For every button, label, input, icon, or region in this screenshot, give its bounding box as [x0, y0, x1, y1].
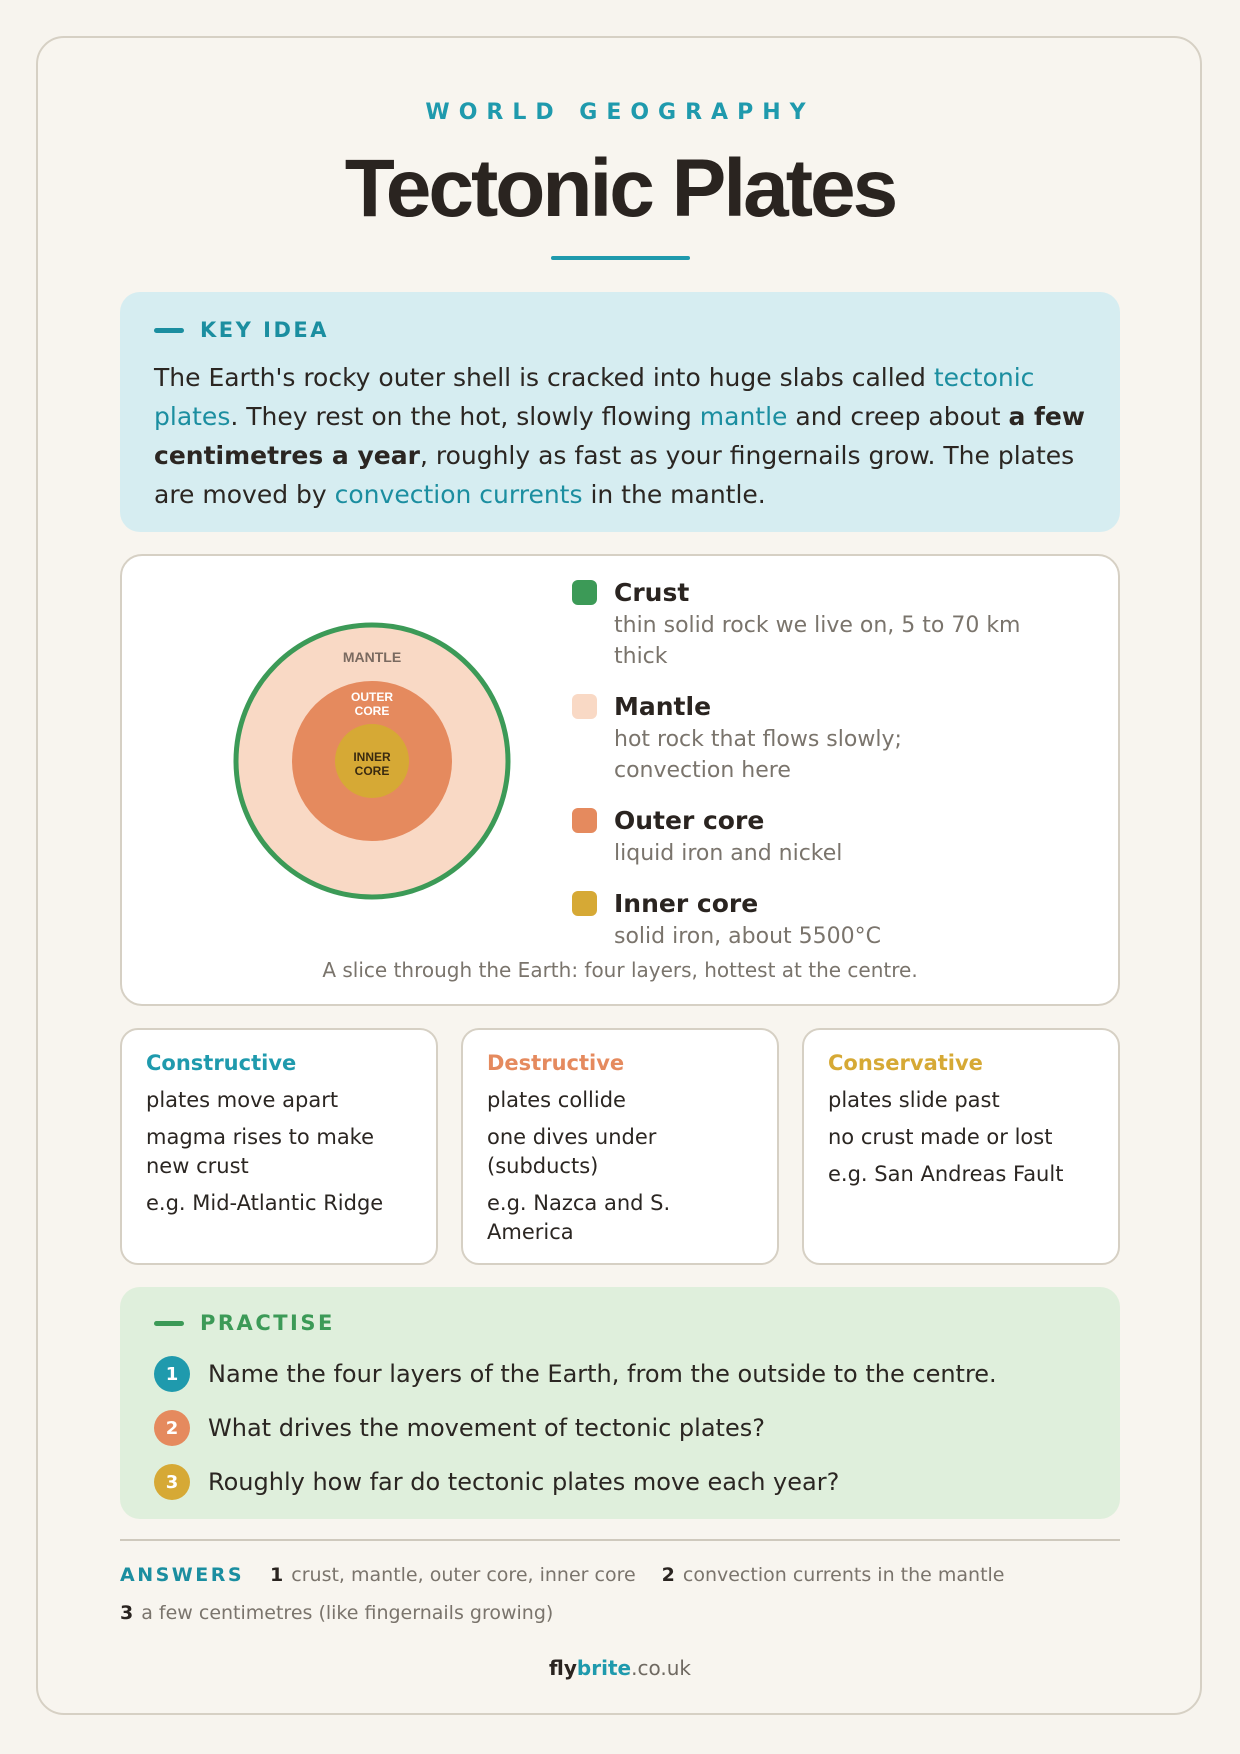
question-2	[154, 1409, 1086, 1447]
plate-boundaries	[120, 1028, 1120, 1265]
boundary-card-destructive	[461, 1028, 779, 1265]
outer-core-label-2: CORE	[354, 704, 390, 718]
brand-name-part-1: fly	[549, 1656, 577, 1680]
legend-item-crust	[572, 576, 1092, 672]
legend-item-outer-core	[572, 804, 1092, 869]
boundary-line: magma rises to make new crust	[146, 1125, 375, 1178]
boundary-card-conservative	[802, 1028, 1120, 1265]
key-idea-segment: . They rest on the hot, slowly flowing	[230, 402, 700, 431]
question-number-badge: 1	[154, 1356, 190, 1392]
key-idea-segment: in the mantle.	[582, 480, 766, 509]
answer-text: crust, mantle, outer core, inner core	[291, 1564, 636, 1586]
outer-core-label-1: OUTER	[351, 690, 393, 704]
key-idea-segment: tectonic plates	[154, 363, 1035, 431]
boundary-line: plates collide	[487, 1088, 626, 1112]
question-text: Name the four layers of the Earth, from the outside to the centre.	[208, 1360, 997, 1388]
legend-desc: thin solid rock we live on, 5 to 70 km thick	[614, 613, 1021, 669]
legend-desc: hot rock that flows slowly; convection here	[614, 727, 902, 783]
brand-footer	[0, 1656, 1240, 1680]
question-number-badge: 3	[154, 1464, 190, 1500]
question-text: Roughly how far do tectonic plates move each year?	[208, 1468, 840, 1496]
answers-label: ANSWERS	[120, 1564, 245, 1586]
subject-kicker: WORLD GEOGRAPHY	[425, 100, 815, 125]
boundary-line: e.g. Nazca and S. America	[487, 1191, 671, 1244]
key-idea-segment: , roughly as fast as your fingernails grow. The plates are moved by	[154, 441, 1075, 509]
answers-divider	[120, 1539, 1120, 1541]
answer-number: 1	[270, 1564, 284, 1586]
boundary-line: plates slide past	[828, 1088, 1000, 1112]
heading-dash	[154, 328, 184, 333]
key-idea-segment: mantle	[699, 402, 788, 431]
key-idea-segment: The Earth's rocky outer shell is cracked into huge slabs called	[154, 363, 934, 392]
legend-item-mantle	[572, 690, 1092, 786]
boundary-line: e.g. San Andreas Fault	[828, 1162, 1064, 1186]
key-idea-segment: convection currents	[334, 480, 583, 509]
mantle-swatch	[572, 694, 597, 719]
answer-text: a few centimetres (like fingernails growing)	[141, 1602, 554, 1624]
boundary-line: plates move apart	[146, 1088, 339, 1112]
question-1	[154, 1355, 1086, 1393]
legend-desc: liquid iron and nickel	[614, 841, 843, 866]
answer-number: 2	[661, 1564, 675, 1586]
boundary-title: Constructive	[146, 1051, 297, 1075]
title-underline	[551, 256, 690, 260]
brand-domain: .co.uk	[631, 1656, 691, 1680]
outer-core-swatch	[572, 808, 597, 833]
earth-layers-panel	[120, 554, 1120, 1006]
brand-name-part-2: brite	[576, 1656, 632, 1680]
key-idea-panel	[120, 292, 1120, 532]
boundary-title: Conservative	[828, 1051, 983, 1075]
boundary-title: Destructive	[487, 1051, 625, 1075]
boundary-card-constructive	[120, 1028, 438, 1265]
answers-section	[120, 1556, 1120, 1632]
key-idea-text	[154, 358, 1086, 514]
key-idea-label: KEY IDEA	[200, 318, 329, 342]
answer-1	[270, 1564, 636, 1586]
boundary-line: no crust made or lost	[828, 1125, 1053, 1149]
inner-core-swatch	[572, 891, 597, 916]
answer-number: 3	[120, 1602, 134, 1624]
diagram-caption: A slice through the Earth: four layers, hottest at the centre.	[322, 958, 918, 982]
legend-item-inner-core	[572, 887, 1092, 952]
key-idea-segment: a few centimetres a year	[154, 402, 1085, 470]
practise-heading	[154, 1307, 1086, 1339]
inner-core-label-2: CORE	[354, 764, 390, 778]
boundary-line: one dives under (subducts)	[487, 1125, 657, 1178]
answer-2	[662, 1564, 1005, 1586]
legend-desc: solid iron, about 5500°C	[614, 924, 881, 949]
question-3	[154, 1463, 1086, 1501]
layers-legend	[572, 576, 1092, 952]
mantle-label: MANTLE	[342, 649, 402, 665]
legend-name: Mantle	[614, 692, 712, 721]
answer-3	[120, 1602, 553, 1624]
key-idea-heading	[154, 314, 1086, 346]
practise-panel	[120, 1287, 1120, 1519]
practise-label: PRACTISE	[200, 1311, 335, 1335]
legend-name: Crust	[614, 578, 690, 607]
legend-name: Outer core	[614, 806, 765, 835]
key-idea-segment: and creep about	[787, 402, 1009, 431]
question-number-badge: 2	[154, 1410, 190, 1446]
earth-slice-diagram	[122, 556, 542, 956]
inner-core-label-1: INNER	[353, 750, 391, 764]
question-text: What drives the movement of tectonic plates?	[208, 1414, 765, 1442]
page-title: Tectonic Plates	[344, 143, 896, 234]
heading-dash	[154, 1321, 184, 1326]
answer-text: convection currents in the mantle	[682, 1564, 1005, 1586]
boundary-line: e.g. Mid-Atlantic Ridge	[146, 1191, 384, 1215]
legend-name: Inner core	[614, 889, 759, 918]
crust-swatch	[572, 580, 597, 605]
